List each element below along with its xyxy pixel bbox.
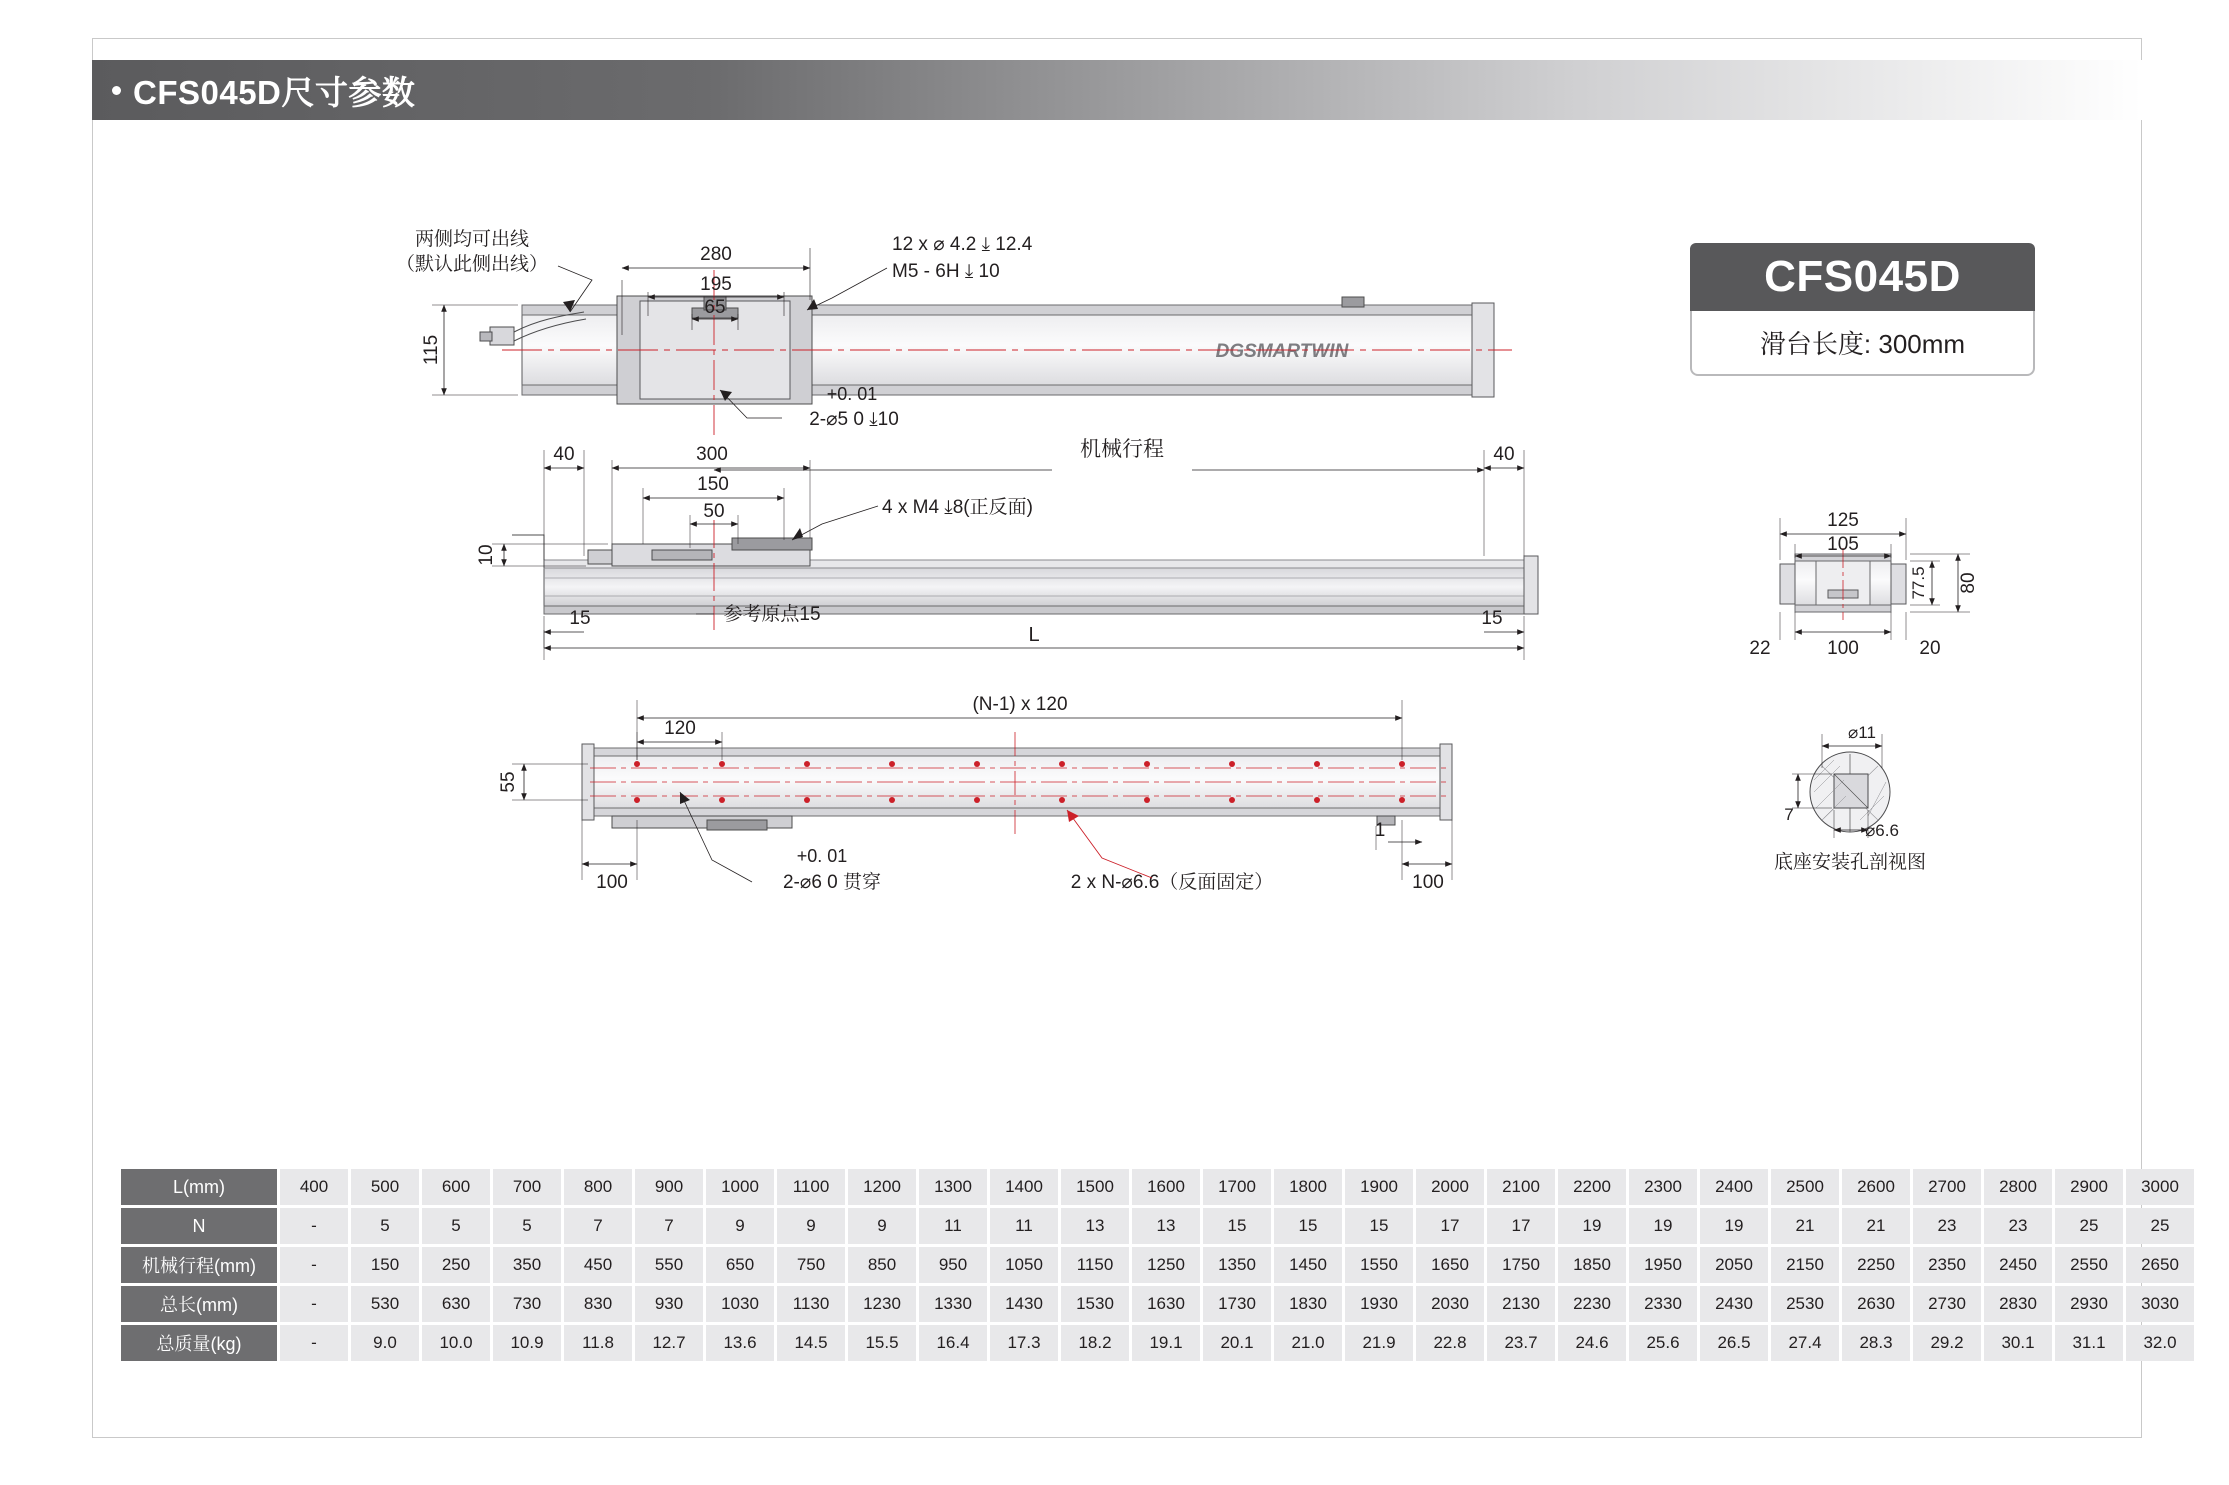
cell: 3030 [2126,1286,2194,1322]
cell: 2530 [1771,1286,1839,1322]
dim-115: 115 [421,334,442,366]
cell: 19 [1700,1208,1768,1244]
cell: 11 [990,1208,1058,1244]
cell: 2430 [1700,1286,1768,1322]
row-label: 总质量(kg) [121,1325,277,1361]
cell: 500 [351,1169,419,1205]
cell: 21 [1842,1208,1910,1244]
cell: 1630 [1132,1286,1200,1322]
row-label: 总长(mm) [121,1286,277,1322]
dim-120: 120 [664,718,696,739]
cell: - [280,1286,348,1322]
dim-d11: ⌀11 [1848,723,1876,742]
cell: 350 [493,1247,561,1283]
cell: 15 [1274,1208,1342,1244]
cell: 14.5 [777,1325,845,1361]
cell: 1350 [1203,1247,1271,1283]
bullet-icon [112,86,121,95]
cell: 9 [706,1208,774,1244]
cell: 9 [848,1208,916,1244]
cell: 24.6 [1558,1325,1626,1361]
cell: 1200 [848,1169,916,1205]
cell: 25 [2126,1208,2194,1244]
cell: 2600 [1842,1169,1910,1205]
cell: 730 [493,1286,561,1322]
detail-caption: 底座安装孔剖视图 [1773,852,1927,873]
top-view-drawing [396,228,1512,440]
cell: 1730 [1203,1286,1271,1322]
cell: 450 [564,1247,632,1283]
cell: 530 [351,1286,419,1322]
cell: 1600 [1132,1169,1200,1205]
cell: 1650 [1416,1247,1484,1283]
cell: 630 [422,1286,490,1322]
cell: 1100 [777,1169,845,1205]
cell: 1400 [990,1169,1058,1205]
cell: 5 [351,1208,419,1244]
cell: 930 [635,1286,703,1322]
cell: 17.3 [990,1325,1058,1361]
technical-drawing [92,120,2142,1130]
row-label: L(mm) [121,1169,277,1205]
dim-150: 150 [697,474,729,495]
cell: 1900 [1345,1169,1413,1205]
cell: 19 [1629,1208,1697,1244]
cell: 1250 [1132,1247,1200,1283]
cell: 2130 [1487,1286,1555,1322]
cell: 950 [919,1247,987,1283]
cell: 1300 [919,1169,987,1205]
cell: 2630 [1842,1286,1910,1322]
cell: 1000 [706,1169,774,1205]
cell: 28.3 [1842,1325,1910,1361]
cell: - [280,1247,348,1283]
cell: 9.0 [351,1325,419,1361]
dim-195: 195 [700,274,732,295]
dim-100-end: 100 [1827,638,1859,659]
model-name: CFS045D [1764,252,1961,301]
dim-10: 10 [476,544,497,566]
dim-55: 55 [498,771,519,793]
cell: 18.2 [1061,1325,1129,1361]
cell: 1450 [1274,1247,1342,1283]
dim-80: 80 [1958,572,1979,594]
cell: 1530 [1061,1286,1129,1322]
dim-65: 65 [704,297,726,318]
cell: 2200 [1558,1169,1626,1205]
cell: 2000 [1416,1169,1484,1205]
side-view-drawing [476,438,1538,660]
cell: 2050 [1700,1247,1768,1283]
cell: 30.1 [1984,1325,2052,1361]
cell: 2930 [2055,1286,2123,1322]
dim-105: 105 [1827,534,1859,555]
cell: 800 [564,1169,632,1205]
cell: 1930 [1345,1286,1413,1322]
cell: 27.4 [1771,1325,1839,1361]
callout-holes-1: 12 x ⌀ 4.2 ⤓ 12.4 [892,234,1033,255]
dim-280: 280 [700,244,732,265]
cell: 1750 [1487,1247,1555,1283]
cell: 2250 [1842,1247,1910,1283]
dim-1: 1 [1374,820,1386,841]
cell: 150 [351,1247,419,1283]
cell: 2450 [1984,1247,2052,1283]
cell: 2300 [1629,1169,1697,1205]
cell: 600 [422,1169,490,1205]
cell: 2030 [1416,1286,1484,1322]
callout-mount-holes: 2 x N-⌀6.6（反面固定） [1070,872,1274,893]
table-row [121,1247,2194,1283]
brand-text: DGSMARTWIN [1215,341,1349,362]
cell: 23 [1913,1208,1981,1244]
cell: 13 [1061,1208,1129,1244]
bottom-view-drawing [498,694,1452,893]
note-cable-line1: 两侧均可出线 [414,229,530,250]
cell: 2500 [1771,1169,1839,1205]
cell: 17 [1487,1208,1555,1244]
cell: 1700 [1203,1169,1271,1205]
table-row [121,1325,2194,1361]
row-label: 机械行程(mm) [121,1247,277,1283]
dim-15-left: 15 [569,608,591,629]
cell: 23 [1984,1208,2052,1244]
cell: 2830 [1984,1286,2052,1322]
cell: 2800 [1984,1169,2052,1205]
stroke-length-label: 滑台长度: 300mm [1759,329,1966,359]
dim-50: 50 [703,501,725,522]
cell: 2400 [1700,1169,1768,1205]
cell: 15 [1345,1208,1413,1244]
cell: 21.9 [1345,1325,1413,1361]
cell: 1550 [1345,1247,1413,1283]
cell: 9 [777,1208,845,1244]
dim-20: 20 [1919,638,1941,659]
dim-125: 125 [1827,510,1859,531]
cell: 19 [1558,1208,1626,1244]
cell: 13 [1132,1208,1200,1244]
cell: 1150 [1061,1247,1129,1283]
cell: 15.5 [848,1325,916,1361]
cell: 2100 [1487,1169,1555,1205]
dim-22: 22 [1749,638,1771,659]
cell: 700 [493,1169,561,1205]
cell: 2650 [2126,1247,2194,1283]
cell: 5 [422,1208,490,1244]
cell: 16.4 [919,1325,987,1361]
cell: 830 [564,1286,632,1322]
cell: 1950 [1629,1247,1697,1283]
cell: 2230 [1558,1286,1626,1322]
cell: - [280,1208,348,1244]
cell: 5 [493,1208,561,1244]
cell: 13.6 [706,1325,774,1361]
cell: 11.8 [564,1325,632,1361]
cell: 1330 [919,1286,987,1322]
cell: 750 [777,1247,845,1283]
callout-pin: 2-⌀5 0 ⤓10 [809,409,899,430]
cell: 32.0 [2126,1325,2194,1361]
cell: 900 [635,1169,703,1205]
cell: 10.9 [493,1325,561,1361]
callout-bottom-pin-tol: +0. 01 [796,846,848,866]
cell: - [280,1325,348,1361]
cell: 15 [1203,1208,1271,1244]
table-row [121,1169,2194,1205]
cell: 2700 [1913,1169,1981,1205]
cell: 400 [280,1169,348,1205]
cell: 7 [564,1208,632,1244]
cell: 21 [1771,1208,1839,1244]
cell: 19.1 [1132,1325,1200,1361]
cell: 1500 [1061,1169,1129,1205]
cell: 22.8 [1416,1325,1484,1361]
cell: 17 [1416,1208,1484,1244]
dim-40-right: 40 [1493,444,1515,465]
dim-L: L [1028,624,1040,646]
cell: 550 [635,1247,703,1283]
cell: 1830 [1274,1286,1342,1322]
spec-table [118,1166,2197,1364]
cell: 26.5 [1700,1325,1768,1361]
dim-300: 300 [696,444,728,465]
cell: 3000 [2126,1169,2194,1205]
cell: 2730 [1913,1286,1981,1322]
cell: 1850 [1558,1247,1626,1283]
page-title: CFS045D尺寸参数 [133,73,416,111]
spec-table-body [121,1169,2194,1361]
cell: 7 [635,1208,703,1244]
cell: 12.7 [635,1325,703,1361]
cell: 20.1 [1203,1325,1271,1361]
cell: 23.7 [1487,1325,1555,1361]
dim-n1x120: (N-1) x 120 [972,694,1068,715]
cell: 1230 [848,1286,916,1322]
end-view-drawing [1749,510,1979,659]
dim-40-left: 40 [553,444,575,465]
row-label: N [121,1208,277,1244]
cell: 10.0 [422,1325,490,1361]
cell: 29.2 [1913,1325,1981,1361]
cell: 1800 [1274,1169,1342,1205]
cell: 2350 [1913,1247,1981,1283]
cell: 1050 [990,1247,1058,1283]
note-cable-line2: （默认此侧出线） [395,254,549,275]
callout-bottom-pin: 2-⌀6 0 贯穿 [782,872,882,893]
dim-100-left: 100 [596,872,628,893]
callout-m4: 4 x M4 ⤓8(正反面) [882,497,1033,518]
cell: 650 [706,1247,774,1283]
cell: 2550 [2055,1247,2123,1283]
cell: 31.1 [2055,1325,2123,1361]
detail-view-drawing [1774,723,1926,873]
callout-pin-tol: +0. 01 [826,384,878,404]
section-header [92,60,2142,120]
dim-100-right: 100 [1412,872,1444,893]
dim-15-right: 15 [1481,608,1503,629]
table-row [121,1286,2194,1322]
dim-d66: ⌀6.6 [1865,821,1899,840]
dim-7: 7 [1784,805,1794,824]
cell: 25.6 [1629,1325,1697,1361]
dim-77-5: 77.5 [1909,566,1928,600]
cell: 850 [848,1247,916,1283]
cell: 2150 [1771,1247,1839,1283]
cell: 2330 [1629,1286,1697,1322]
cell: 11 [919,1208,987,1244]
label-mechanical-stroke: 机械行程 [1080,438,1164,461]
cell: 2900 [2055,1169,2123,1205]
callout-holes-2: M5 - 6H ⤓ 10 [892,261,1000,282]
cell: 1030 [706,1286,774,1322]
label-reference-origin: 参考原点15 [723,604,821,625]
cell: 25 [2055,1208,2123,1244]
cell: 250 [422,1247,490,1283]
table-row [121,1208,2194,1244]
cell: 1130 [777,1286,845,1322]
cell: 1430 [990,1286,1058,1322]
cell: 21.0 [1274,1325,1342,1361]
